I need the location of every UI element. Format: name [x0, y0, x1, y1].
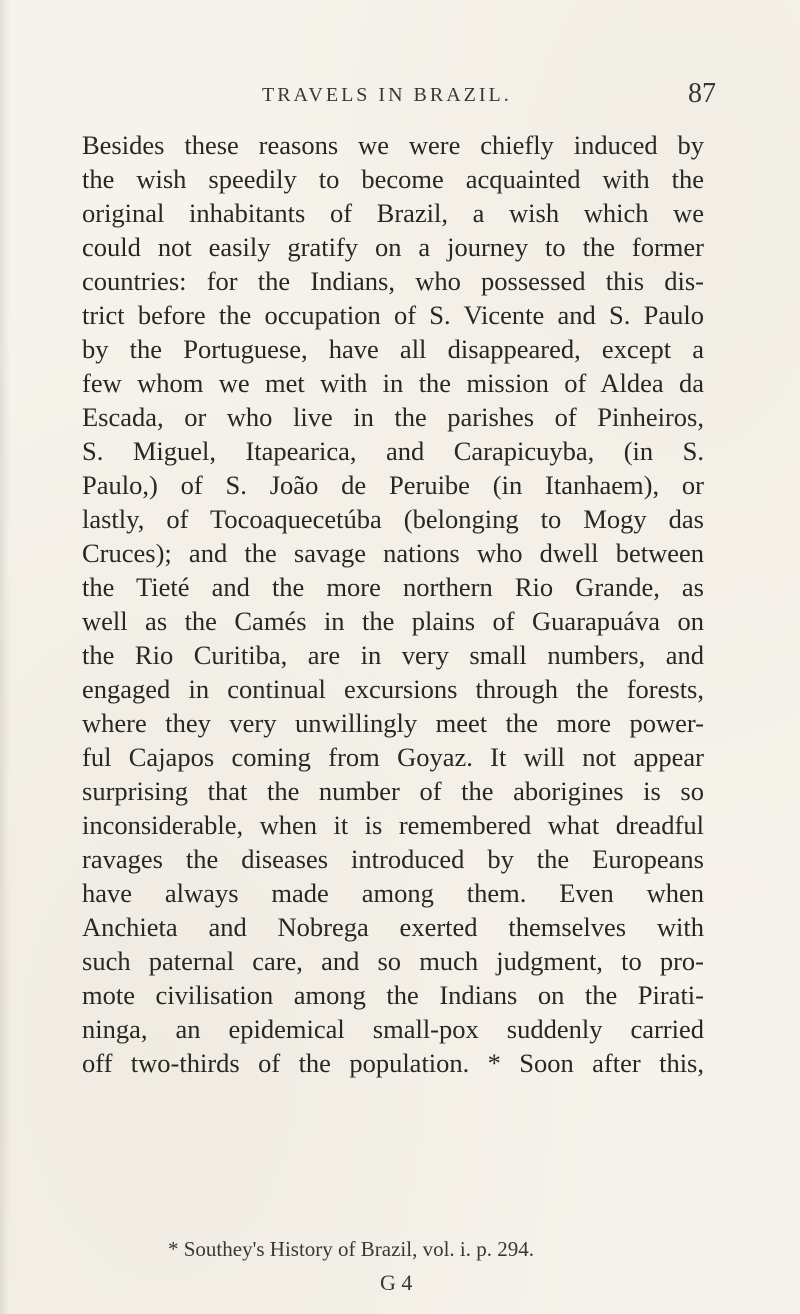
- running-head-title: TRAVELS IN BRAZIL.: [262, 84, 512, 106]
- text-line: trict before the occupation of S. Vicente and S. Paulo: [82, 300, 704, 330]
- page-edge-shadow: [0, 0, 10, 1314]
- signature-mark: G 4: [380, 1270, 413, 1295]
- text-line: few whom we met with in the mission of Aldea da: [82, 368, 704, 398]
- text-line: countries: for the Indians, who possessed this dis-: [82, 266, 704, 296]
- text-line: off two-thirds of the population. * Soon after this,: [82, 1048, 704, 1078]
- text-line: surprising that the number of the aborigines is so: [82, 776, 704, 806]
- text-line: original inhabitants of Brazil, a wish which we: [82, 198, 704, 228]
- text-line: ninga, an epidemical small-pox suddenly carried: [82, 1014, 704, 1044]
- text-line: lastly, of Tocoaquecetúba (belonging to Mogy das: [82, 504, 704, 534]
- text-line: by the Portuguese, have all disappeared, except a: [82, 334, 704, 364]
- text-line: ravages the diseases introduced by the Europeans: [82, 844, 704, 874]
- text-line: Escada, or who live in the parishes of Pinheiros,: [82, 402, 704, 432]
- text-line: could not easily gratify on a journey to the former: [82, 232, 704, 262]
- text-line: the Rio Curitiba, are in very small numbers, and: [82, 640, 704, 670]
- text-line: mote civilisation among the Indians on the Pirati-: [82, 980, 704, 1010]
- text-line: well as the Camés in the plains of Guarapuáva on: [82, 606, 704, 636]
- text-line: Anchieta and Nobrega exerted themselves with: [82, 912, 704, 942]
- text-line: inconsiderable, when it is remembered what dreadful: [82, 810, 704, 840]
- text-line: Cruces); and the savage nations who dwell between: [82, 538, 704, 568]
- text-line: such paternal care, and so much judgment, to pro-: [82, 946, 704, 976]
- text-line: engaged in continual excursions through the forests,: [82, 674, 704, 704]
- text-line: Besides these reasons we were chiefly induced by: [82, 130, 704, 160]
- text-line: the wish speedily to become acquainted with the: [82, 164, 704, 194]
- body-text: [82, 128, 704, 1080]
- text-line: Paulo,) of S. João de Peruibe (in Itanhaem), or: [82, 470, 704, 500]
- footnote: * Southey's History of Brazil, vol. i. p. 294.: [168, 1237, 535, 1261]
- text-line: the Tieté and the more northern Rio Grande, as: [82, 572, 704, 602]
- text-line: ful Cajapos coming from Goyaz. It will not appear: [82, 742, 704, 772]
- page-number: 87: [688, 78, 716, 109]
- text-line: S. Miguel, Itapearica, and Carapicuyba, (in S.: [82, 436, 704, 466]
- text-line: where they very unwillingly meet the more power-: [82, 708, 704, 738]
- text-line: have always made among them. Even when: [82, 878, 704, 908]
